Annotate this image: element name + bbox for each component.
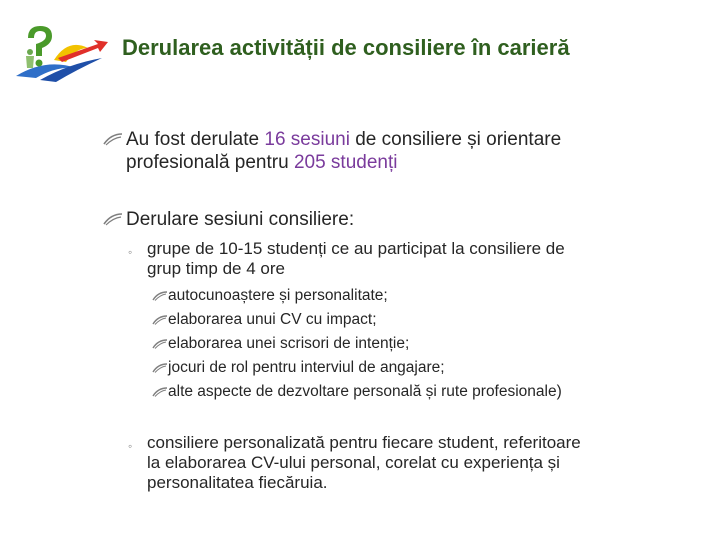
text-line: grup timp de 4 ore <box>147 259 285 278</box>
swoosh-bullet-icon <box>152 362 168 373</box>
list-item-label: elaborarea unui CV cu impact; <box>168 311 377 328</box>
list-item <box>152 332 409 356</box>
swoosh-bullet-icon <box>152 386 168 397</box>
sub-bullet-text <box>147 239 717 279</box>
list-item-label: autocunoaștere și personalitate; <box>168 287 388 304</box>
bullet-sessions-line1 <box>126 128 706 151</box>
list-item <box>152 380 562 404</box>
text-line: grupe de 10-15 studenți ce au participat la consiliere de <box>147 239 565 258</box>
career-guidance-logo <box>6 18 110 84</box>
circle-bullet-icon: ◦ <box>128 439 133 453</box>
students-count-highlight: 205 studenți <box>293 152 398 173</box>
text-line: la elaborarea CV-ului personal, corelat cu experiența și <box>147 453 560 472</box>
list-item <box>152 284 388 308</box>
swoosh-bullet-icon <box>152 290 168 301</box>
list-item-label: elaborarea unei scrisori de intenție; <box>168 335 410 352</box>
text-line: consiliere personalizată pentru fiecare student, referitoare <box>147 433 581 452</box>
bullet-sessions-line2 <box>126 151 706 174</box>
list-item <box>152 356 445 380</box>
circle-bullet-icon: ◦ <box>128 245 133 259</box>
list-item-label: alte aspecte de dezvoltare personală și rute profesionale) <box>168 383 562 400</box>
swoosh-bullet-icon <box>103 212 123 226</box>
sub-bullet-text <box>147 433 717 493</box>
text-line: personalitatea fiecăruia. <box>147 473 328 492</box>
text-segment: profesională pentru <box>126 152 294 173</box>
text-segment: de consiliere și orientare <box>349 129 562 150</box>
text-segment: Au fost derulate <box>126 129 265 150</box>
swoosh-bullet-icon <box>103 132 123 146</box>
page-title: Derularea activității de consiliere în carieră <box>122 35 570 60</box>
list-item-label: jocuri de rol pentru interviul de angajare; <box>168 359 445 376</box>
bullet-label: Derulare sesiuni consiliere: <box>126 209 355 230</box>
list-item <box>152 308 377 332</box>
swoosh-bullet-icon <box>152 338 168 349</box>
swoosh-bullet-icon <box>152 314 168 325</box>
sessions-count-highlight: 16 sesiuni <box>264 129 350 150</box>
